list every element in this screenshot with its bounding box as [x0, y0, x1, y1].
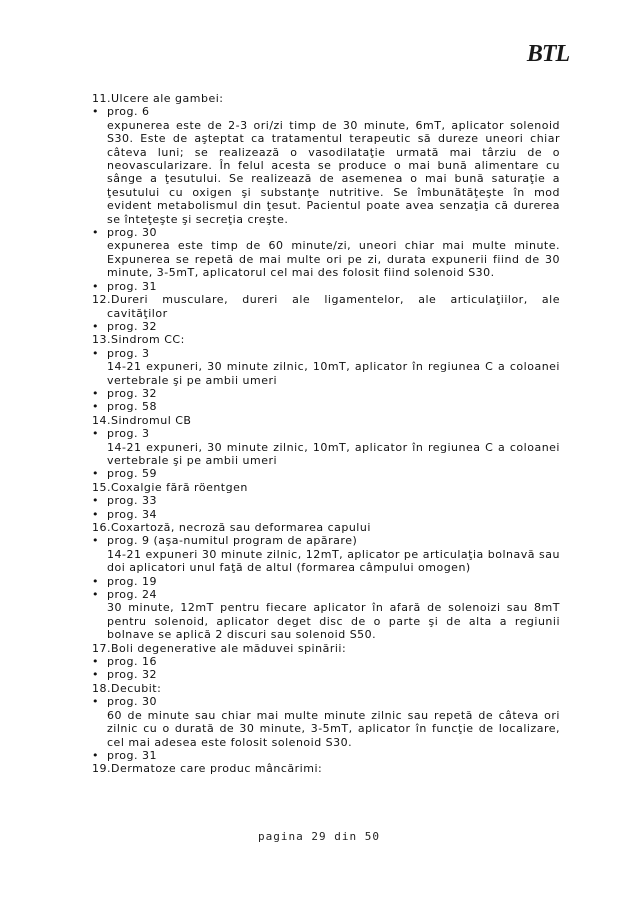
- program-label: prog. 6: [107, 105, 150, 119]
- section-heading: [92, 333, 560, 346]
- section-heading: [92, 414, 560, 427]
- document-body: [92, 92, 560, 776]
- section-heading: [92, 682, 560, 695]
- section-heading: [92, 481, 560, 494]
- section-title: Coxartoză, necroză sau deformarea capului: [111, 521, 371, 534]
- section-heading: [92, 521, 560, 534]
- bullet-icon: •: [92, 346, 99, 360]
- section-number: 13.: [92, 333, 111, 347]
- program-label: prog. 19: [107, 574, 157, 588]
- section-number: 14.: [92, 413, 111, 427]
- program-label: prog. 34: [107, 507, 157, 521]
- section-title: Sindrom CC:: [111, 333, 185, 347]
- section-heading: [92, 92, 560, 105]
- section-number: 11.: [92, 92, 111, 105]
- bullet-icon: •: [92, 226, 99, 240]
- list-item: [92, 508, 560, 521]
- section-title: Dureri musculare, dureri ale ligamentelor, ale articulaţiilor, ale: [111, 293, 560, 307]
- list-item: [92, 427, 560, 467]
- bullet-icon: •: [92, 319, 99, 333]
- program-description: 30 minute, 12mT pentru fiecare aplicator în afară de solenoizi sau 8mT pentru solenoid, aplicator deget disc de o parte şi de alta a regiunii bolnave se aplică 2 discuri sau solenoid S50.: [107, 601, 560, 642]
- program-description: 14-21 expuneri, 30 minute zilnic, 10mT, aplicator în regiunea C a coloanei vertebrale şi pe ambii umeri: [107, 440, 560, 467]
- program-label: prog. 30: [107, 695, 157, 709]
- section-number: 16.: [92, 521, 111, 534]
- section-title: Sindromul CB: [111, 413, 192, 427]
- section-title: Boli degenerative ale măduvei spinării:: [111, 641, 347, 655]
- bullet-icon: •: [92, 400, 99, 414]
- list-item: [92, 320, 560, 333]
- section-title: Coxalgie fără röentgen: [111, 480, 248, 494]
- section-number: 15.: [92, 480, 111, 494]
- section-title: Decubit:: [111, 681, 162, 695]
- section-number: 19.: [92, 762, 111, 776]
- program-label: prog. 31: [107, 748, 157, 762]
- bullet-icon: •: [92, 279, 99, 293]
- program-label: prog. 59: [107, 467, 157, 481]
- section-title-continued: cavităţilor: [107, 306, 168, 320]
- list-item: [92, 280, 560, 293]
- bullet-icon: •: [92, 467, 99, 481]
- list-item: [92, 387, 560, 400]
- program-description: 14-21 expuneri, 30 minute zilnic, 10mT, aplicator în regiunea C a coloanei vertebrale şi pe ambii umeri: [107, 360, 560, 387]
- list-item: [92, 655, 560, 668]
- list-item: [92, 105, 560, 226]
- section-number: 12.: [92, 293, 111, 307]
- bullet-icon: •: [92, 494, 99, 508]
- program-label: prog. 30: [107, 226, 157, 240]
- list-item: [92, 749, 560, 762]
- program-label: prog. 9 (aşa-numitul program de apărare): [107, 534, 358, 548]
- bullet-icon: •: [92, 695, 99, 709]
- bullet-icon: •: [92, 588, 99, 602]
- program-label: prog. 32: [107, 319, 157, 333]
- btl-logo-text: BTL: [526, 41, 570, 66]
- section-heading: [92, 642, 560, 655]
- program-description: 60 de minute sau chiar mai multe minute zilnic sau repetă de câteva ori zilnic cu o durată de 30 minute, 3-5mT, aplicator în funcţie de localizare, cel mai adesea este folosit solenoid S30.: [107, 708, 560, 749]
- list-item: [92, 494, 560, 507]
- section-number: 18.: [92, 681, 111, 695]
- bullet-icon: •: [92, 386, 99, 400]
- program-label: prog. 24: [107, 588, 157, 602]
- list-item: [92, 588, 560, 642]
- program-label: prog. 32: [107, 668, 157, 682]
- section-title: Dermatoze care produc mâncărimi:: [111, 762, 323, 776]
- program-label: prog. 32: [107, 386, 157, 400]
- list-item: [92, 575, 560, 588]
- list-item: [92, 226, 560, 280]
- bullet-icon: •: [92, 574, 99, 588]
- list-item: [92, 400, 560, 413]
- section-heading: [92, 762, 560, 775]
- bullet-icon: •: [92, 105, 99, 119]
- program-label: prog. 3: [107, 346, 150, 360]
- program-description: expunerea este timp de 60 minute/zi, uneori chiar mai multe minute. Expunerea se repetă de mai multe ori pe zi, durata expunerii fiind de 30 minute, 3-5mT, aplicatorul cel mai des folosit fiind solenoid S30.: [107, 239, 560, 280]
- program-label: prog. 3: [107, 427, 150, 441]
- list-item: [92, 467, 560, 480]
- bullet-icon: •: [92, 534, 99, 548]
- program-label: prog. 58: [107, 400, 157, 414]
- section-heading: [92, 293, 560, 320]
- bullet-icon: •: [92, 655, 99, 669]
- bullet-icon: •: [92, 748, 99, 762]
- btl-logo: [512, 40, 584, 66]
- page-number: pagina 29 din 50: [258, 830, 380, 843]
- bullet-icon: •: [92, 668, 99, 682]
- list-item: [92, 534, 560, 574]
- list-item: [92, 347, 560, 387]
- program-description: 14-21 expuneri 30 minute zilnic, 12mT, aplicator pe articulaţia bolnavă sau doi aplicatori unul faţă de altul (formarea câmpului omogen): [107, 547, 560, 575]
- program-label: prog. 31: [107, 279, 157, 293]
- list-item: [92, 668, 560, 681]
- bullet-icon: •: [92, 507, 99, 521]
- program-label: prog. 16: [107, 655, 157, 669]
- list-item: [92, 695, 560, 749]
- program-label: prog. 33: [107, 494, 157, 508]
- program-description: expunerea este de 2-3 ori/zi timp de 30 minute, 6mT, aplicator solenoid S30. Este de aşteptat ca tratamentul terapeutic să dureze uneori chiar câteva luni; se realizează o vasodilataţie urmată mai târziu de o neovascularizare. În felul acesta se produce o mai bună alimentare cu sânge a ţesutului. Se realizează de asemenea o mai bună saturaţie a ţesutului cu oxigen şi substanţe nutritive. Se îmbunătăţeşte în mod evident metabolismul din ţesut. Pacientul poate avea senzaţia că durerea se înteţeşte şi secreţia creşte.: [107, 118, 560, 226]
- section-number: 17.: [92, 641, 111, 655]
- bullet-icon: •: [92, 427, 99, 441]
- section-title: Ulcere ale gambei:: [111, 92, 224, 105]
